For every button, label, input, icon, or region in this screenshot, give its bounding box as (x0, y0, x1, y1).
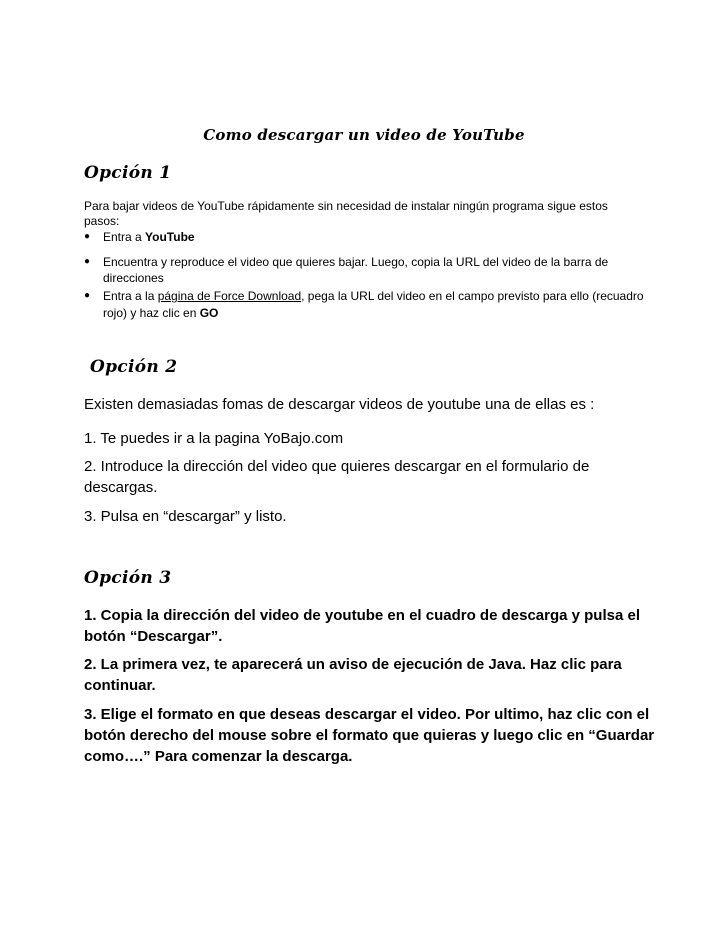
option3-paragraph-1-line1: 1. Copia la dirección del video de youtube en el cuadro de descarga y pulsa el (84, 607, 641, 624)
go-label: GO (199, 306, 219, 320)
option3-paragraph-3-line2: botón derecho del mouse sobre el formato que quieras y luego clic en “Guardar (84, 727, 655, 744)
option3-paragraph-3-line1: 3. Elige el formato en que deseas descargar el video. Por ultimo, haz clic con el (84, 706, 650, 723)
option1-intro-line1: Para bajar videos de YouTube rápidamente sin necesidad de instalar ningún programa sigue estos (84, 199, 608, 213)
option3-paragraph-3-line3: como….” Para comenzar la descarga. (84, 748, 353, 765)
bullet-icon: ● (84, 231, 91, 242)
bullet-2-line1: Encuentra y reproduce el video que quieres bajar. Luego, copia la URL del video de la barra de (103, 255, 609, 269)
option3-paragraph-2-line2: continuar. (84, 677, 156, 694)
option2-paragraph-4: 3. Pulsa en “descargar” y listo. (84, 508, 287, 525)
option3-paragraph-1-line2: botón “Descargar”. (84, 628, 223, 645)
bullet-2-line2: direcciones (103, 271, 164, 285)
bullet-3-line2 (103, 305, 218, 321)
option3-heading: Opción 3 (84, 568, 172, 588)
option1-heading: Opción 1 (84, 163, 172, 183)
bullet-1 (103, 229, 195, 245)
bullet-3-suffix: , pega la URL del video en el campo previsto para ello (recuadro (301, 289, 644, 303)
bullet-icon: ● (84, 290, 91, 301)
bullet-3-prefix: Entra a la (103, 289, 158, 303)
option1-intro-line2: pasos: (84, 214, 120, 228)
option2-paragraph-3-line2: descargas. (84, 479, 158, 496)
option2-heading: Opción 2 (90, 357, 178, 377)
option2-paragraph-2: 1. Te puedes ir a la pagina YoBajo.com (84, 430, 344, 447)
document-title: Como descargar un video de YouTube (203, 126, 525, 144)
bullet-3-line2-prefix: rojo) y haz clic en (103, 306, 200, 320)
option2-paragraph-1: Existen demasiadas fomas de descargar videos de youtube una de ellas es : (84, 396, 595, 413)
bullet-3-line1 (103, 288, 644, 304)
option2-paragraph-3-line1: 2. Introduce la dirección del video que quieres descargar en el formulario de (84, 458, 590, 475)
youtube-label: YouTube (145, 230, 195, 244)
bullet-1-prefix: Entra a (103, 230, 146, 244)
option3-paragraph-2-line1: 2. La primera vez, te aparecerá un aviso de ejecución de Java. Haz clic para (84, 656, 622, 673)
force-download-link[interactable]: página de Force Download (157, 289, 302, 303)
bullet-icon: ● (84, 256, 91, 267)
